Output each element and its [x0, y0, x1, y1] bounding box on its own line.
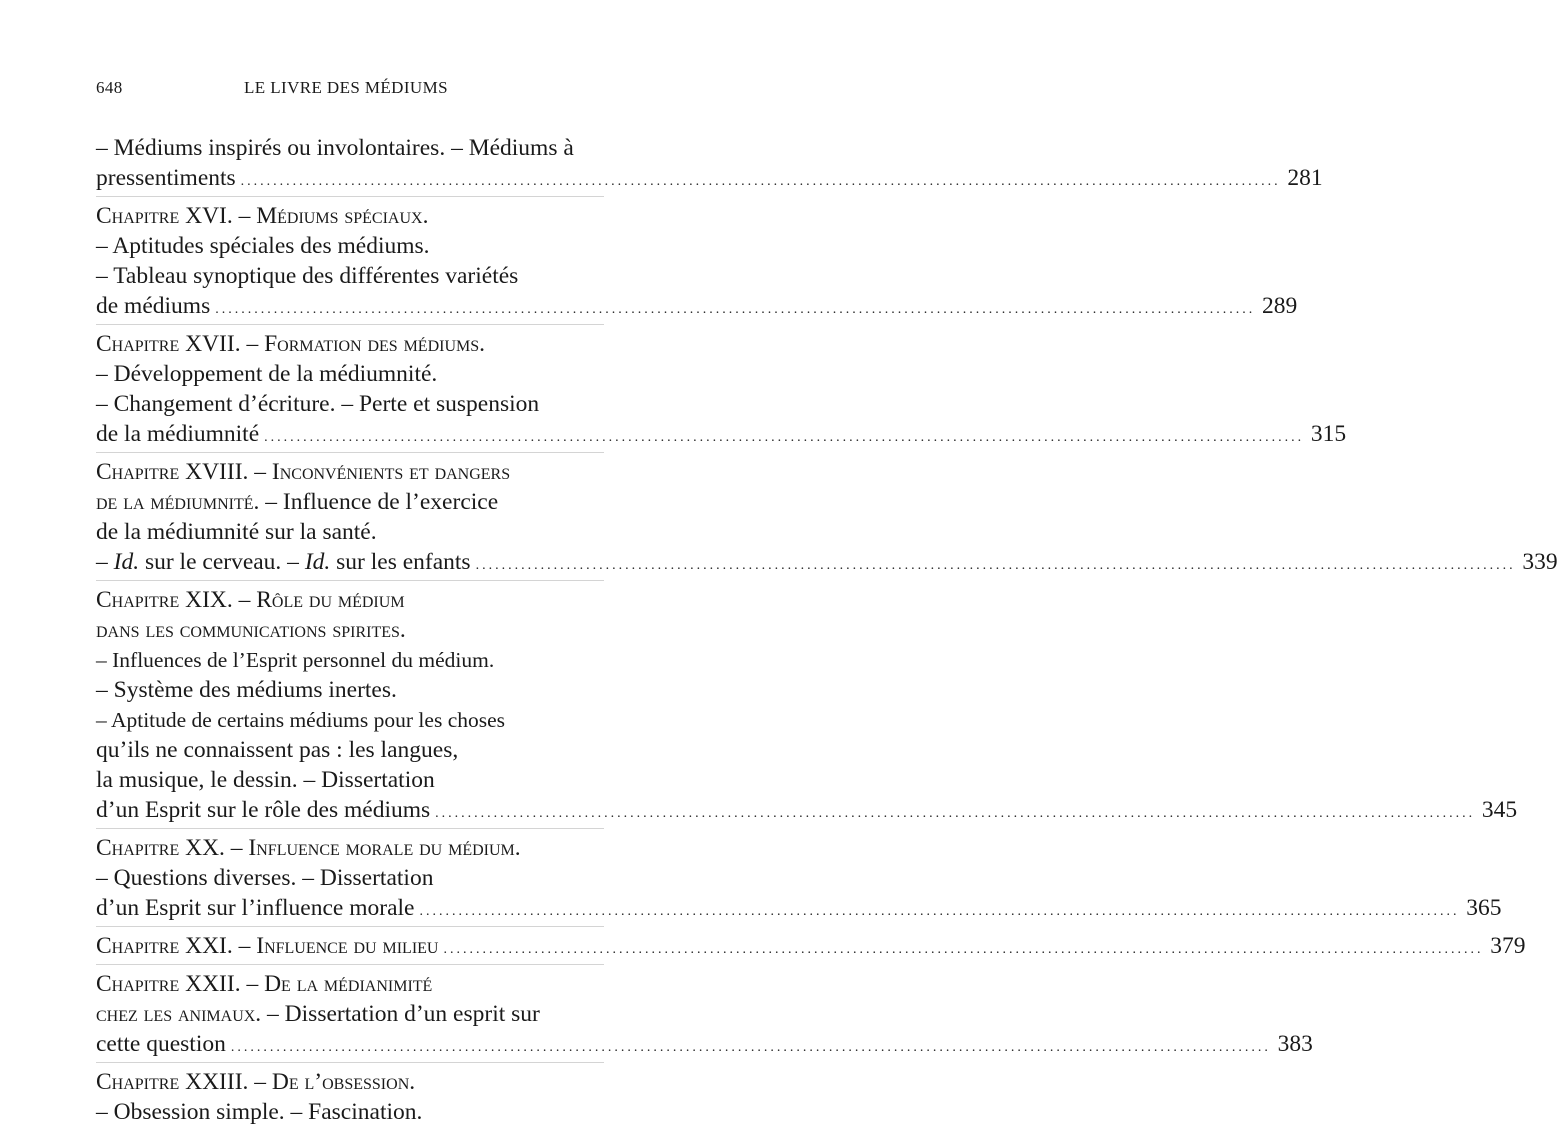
chapter-heading: Chapitre XVI. – Médiums spéciaux.: [96, 203, 429, 229]
dot-leader: ................................................................................................................................................................: [443, 942, 1484, 957]
dot-leader: ................................................................................................................................................................: [264, 430, 1305, 445]
chapter-heading-cont: dans les communications spirites.: [96, 617, 406, 643]
toc-page-number: 379: [1490, 933, 1526, 959]
toc-line: – Influences de l’Esprit personnel du médium.: [96, 648, 495, 672]
toc-page-number: 281: [1287, 165, 1323, 191]
toc-line: qu’ils ne connaissent pas : les langues,: [96, 737, 459, 763]
toc-entry-chapter-22: [96, 965, 1313, 1063]
toc-line-text: d’un Esprit sur le rôle des médiums: [96, 797, 431, 823]
dot-leader: ................................................................................................................................................................: [240, 174, 1281, 189]
toc-entry-last-line: [96, 893, 1502, 923]
toc-line: de la médiumnité sur la santé.: [96, 519, 377, 545]
toc-line-text: d’un Esprit sur l’influence morale: [96, 895, 415, 921]
toc-page-number: 315: [1310, 421, 1347, 447]
page-number: 648: [96, 78, 123, 97]
toc-entry-chapter-18: [96, 453, 1558, 581]
chapter-heading: Chapitre XX. – Influence morale du médium.: [96, 835, 521, 861]
toc-entry-chapter-19: [96, 581, 1518, 829]
dot-leader: ................................................................................................................................................................: [230, 1040, 1271, 1055]
toc-page-number: 345: [1481, 797, 1518, 823]
toc-line-text: – Influence de l’exercice: [259, 489, 499, 515]
dot-leader: ................................................................................................................................................................: [475, 558, 1516, 573]
toc-line-text: [96, 547, 471, 577]
chapter-heading-cont: chez les animaux.: [96, 1001, 262, 1027]
toc-entry-continuation: [96, 133, 1323, 197]
toc-entry-chapter-23: [96, 1063, 604, 1130]
toc-entry-last-line: [96, 547, 1558, 577]
chapter-heading: Chapitre XVIII. – Inconvénients et dangers: [96, 459, 511, 485]
toc-line: [96, 487, 604, 517]
toc-line-text: de médiums: [96, 293, 211, 319]
toc-entry-chapter-21: [96, 927, 1526, 965]
toc-line-text: cette question: [96, 1031, 226, 1057]
toc-line: – Développement de la médiumnité.: [96, 361, 438, 387]
toc-entry-last-line: [96, 419, 1347, 449]
toc-entry-last-line: [96, 1029, 1313, 1059]
chapter-heading: Chapitre XXI. – Influence du milieu: [96, 933, 439, 959]
toc-line: – Aptitudes spéciales des médiums.: [96, 233, 430, 259]
toc-line: – Médiums inspirés ou involontaires. – Médiums à: [96, 135, 574, 161]
toc-line: – Questions diverses. – Dissertation: [96, 865, 434, 891]
toc-italic-id: Id.: [113, 549, 140, 575]
toc-entry-chapter-16: [96, 197, 1298, 325]
chapter-heading-cont: de la médiumnité.: [96, 489, 260, 515]
chapter-heading: Chapitre XXII. – De la médianimité: [96, 971, 433, 997]
dot-leader: ................................................................................................................................................................: [419, 904, 1460, 919]
toc-entry-last-line: [96, 795, 1518, 825]
toc-line: – Obsession simple. – Fascination.: [96, 1099, 423, 1125]
running-title: LE LIVRE DES MÉDIUMS: [244, 78, 448, 97]
toc-entry-chapter-17: [96, 325, 1347, 453]
toc-text-part: sur les enfants: [330, 549, 471, 575]
toc-line-text: – Dissertation d’un esprit sur: [261, 1001, 540, 1027]
toc-text-part: sur le cerveau. –: [139, 549, 305, 575]
table-of-contents: [96, 133, 1558, 1130]
toc-entry-last-line: [96, 931, 1526, 961]
toc-line: – Système des médiums inertes.: [96, 677, 397, 703]
toc-page-number: 383: [1277, 1031, 1313, 1057]
toc-page-number: 339: [1522, 549, 1558, 575]
toc-italic-id: Id.: [304, 549, 331, 575]
toc-text-part: –: [96, 549, 114, 575]
toc-page-number: 365: [1466, 895, 1502, 921]
toc-entry-chapter-20: [96, 829, 1502, 927]
toc-line: – Aptitude de certains médiums pour les choses: [96, 708, 506, 732]
chapter-heading: Chapitre XIX. – Rôle du médium: [96, 587, 405, 613]
page-header: [96, 78, 604, 104]
chapter-heading: Chapitre XXIII. – De l’obsession.: [96, 1069, 416, 1095]
toc-line-text: de la médiumnité: [96, 421, 260, 447]
toc-line: la musique, le dessin. – Dissertation: [96, 767, 435, 793]
toc-line: [96, 999, 604, 1029]
toc-entry-last-line: [96, 163, 1323, 193]
toc-line: – Changement d’écriture. – Perte et suspension: [96, 391, 540, 417]
chapter-heading: Chapitre XVII. – Formation des médiums.: [96, 331, 486, 357]
toc-page-number: 289: [1261, 293, 1298, 319]
toc-entry-last-line: [96, 291, 1298, 321]
toc-line: – Tableau synoptique des différentes variétés: [96, 263, 519, 289]
toc-line-text: pressentiments: [96, 165, 236, 191]
dot-leader: ................................................................................................................................................................: [215, 302, 1256, 317]
dot-leader: ................................................................................................................................................................: [435, 806, 1476, 821]
